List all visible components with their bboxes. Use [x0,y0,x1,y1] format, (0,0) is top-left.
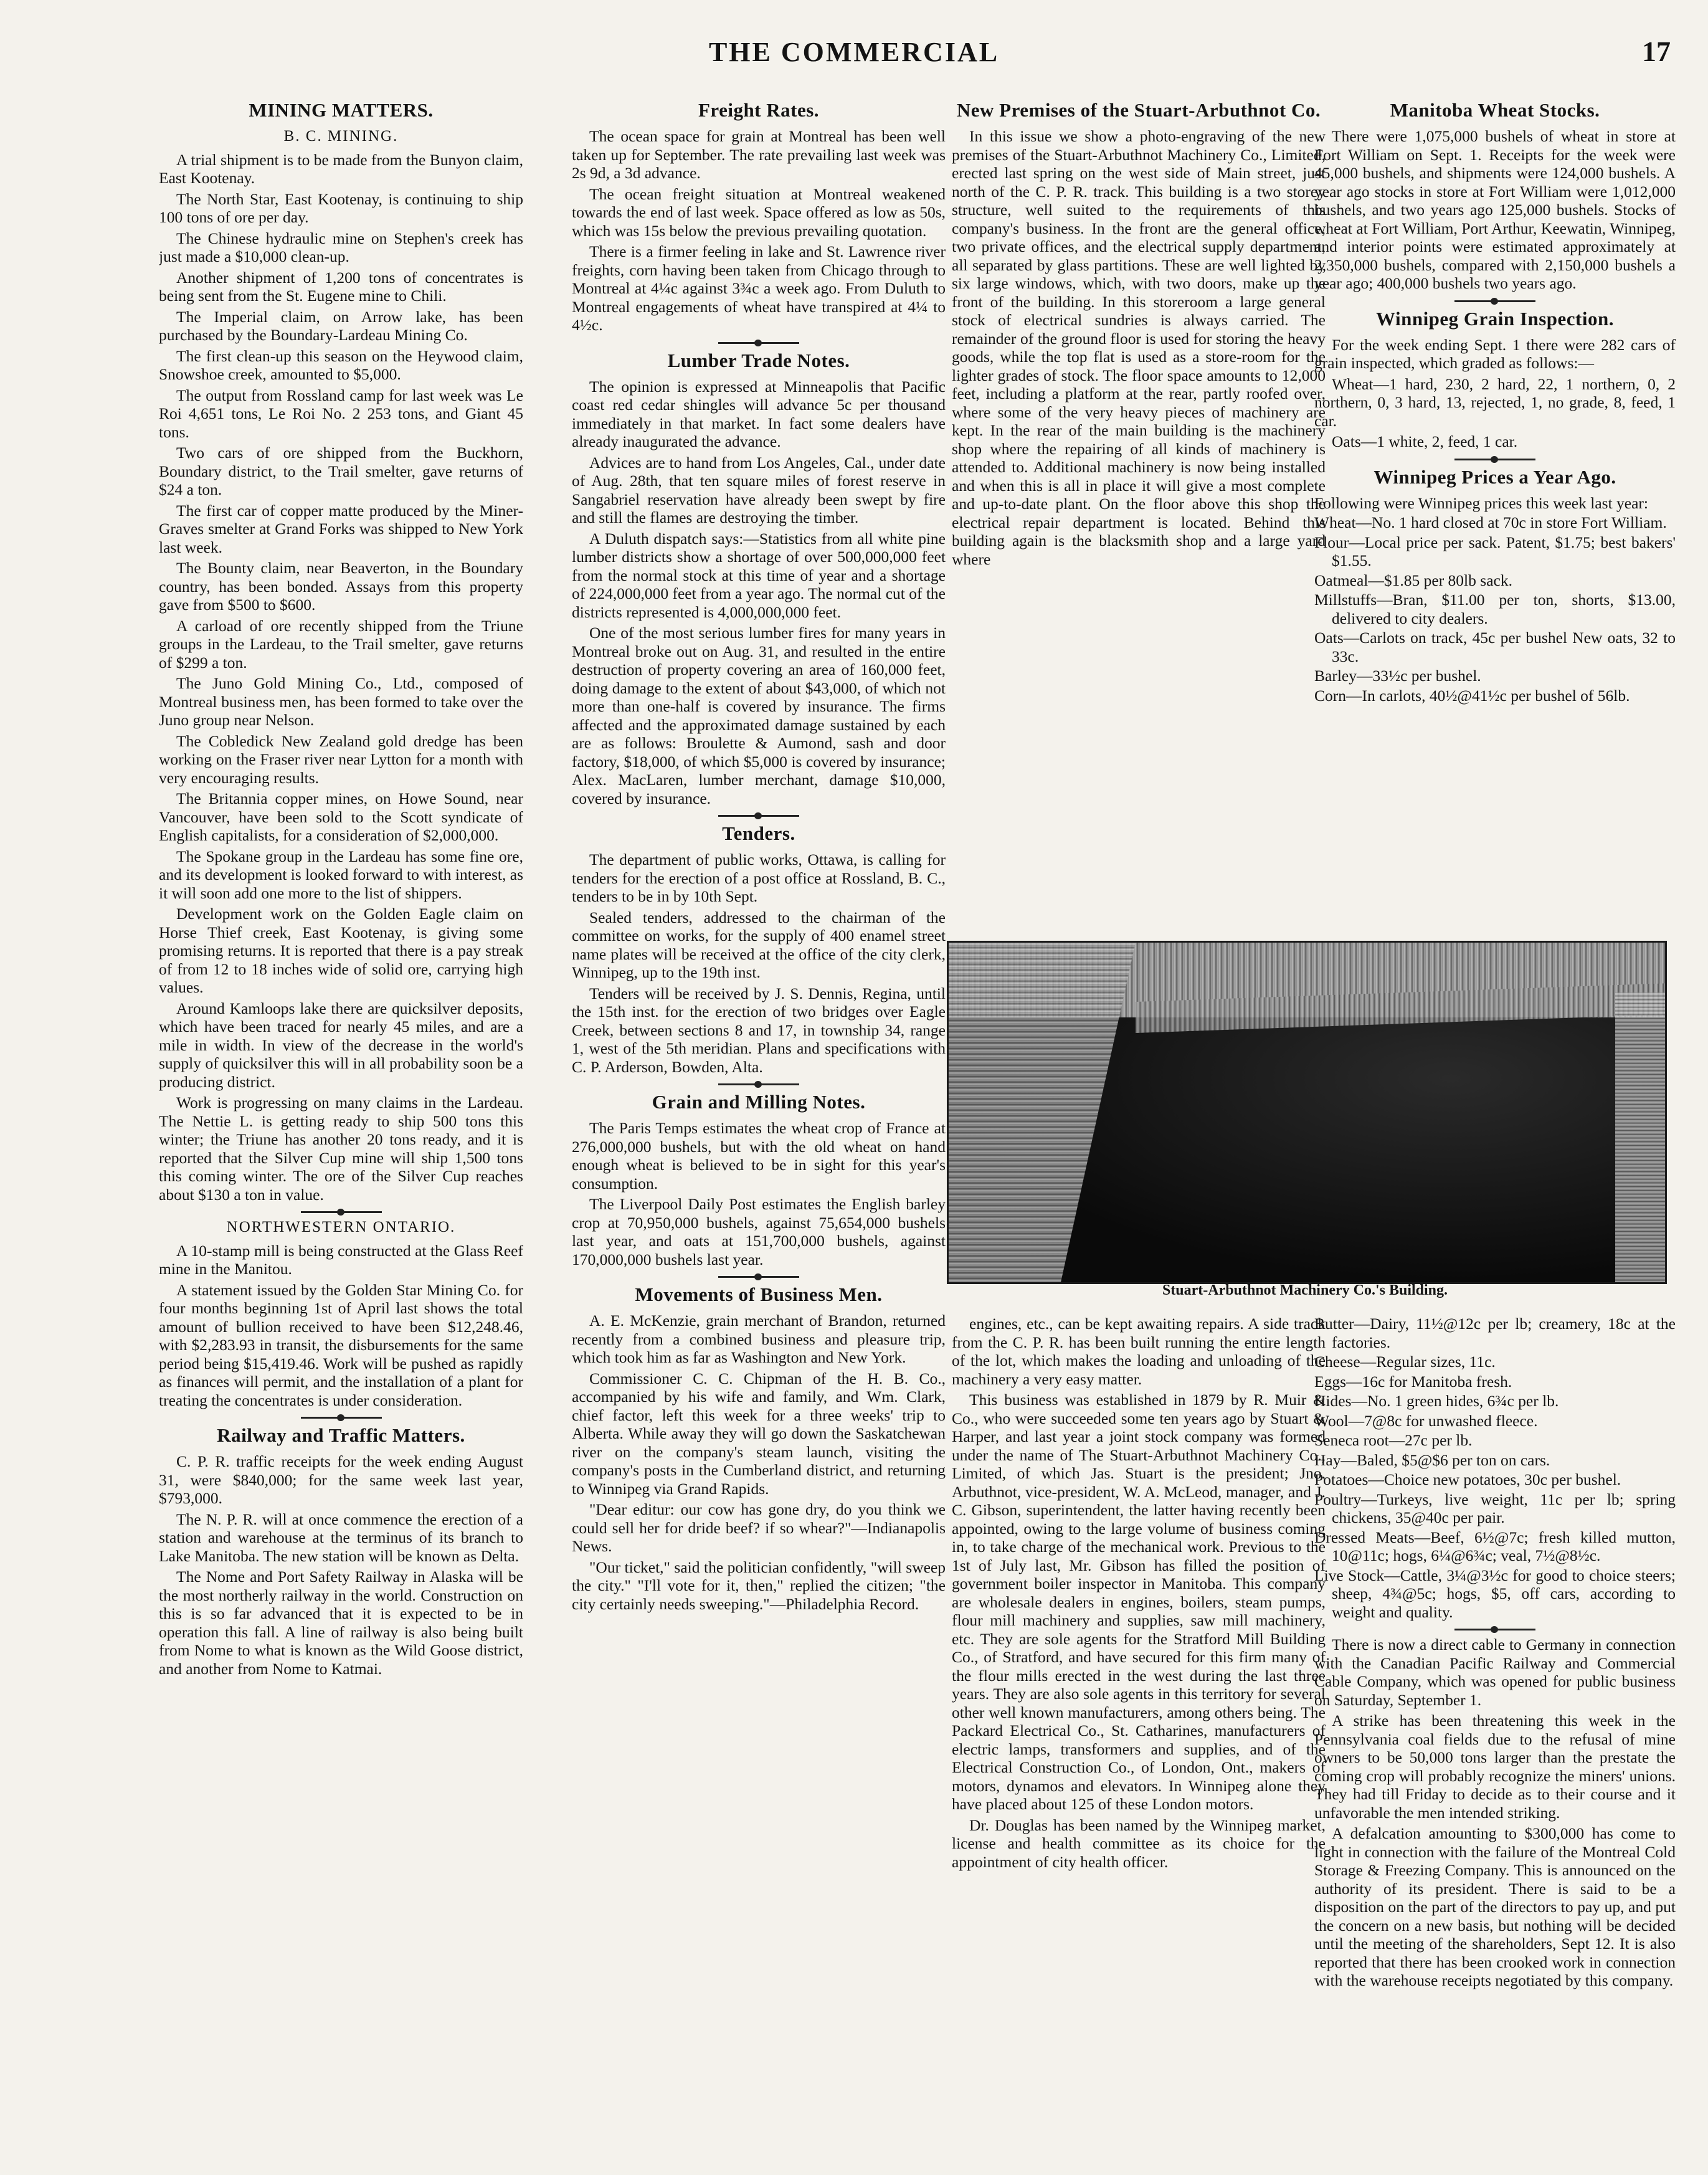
paragraph: The ocean space for grain at Montreal has been well taken up for September. The rate prevailing last week was 2s 9d, a 3d advance. [572,127,946,182]
paragraph: A. E. McKenzie, grain merchant of Brandon, returned recently from a combined business and pleasure trip, which took him as far as Washington and New York. [572,1311,946,1366]
paragraph: Following were Winnipeg prices this week last year: [1314,493,1648,512]
paragraph: The Liverpool Daily Post estimates the English barley crop at 70,950,000 bushels, against 75,654,000 bushels last year, and oats at 151,700,000 bushels, against 170,000,000 bushels last year. [572,1195,946,1268]
paragraph: Hay—Baled, $5@$6 per ton on cars. [1314,1450,1550,1469]
photo-edge [1615,992,1665,1284]
paragraph: A trial shipment is to be made from the Bunyon claim, East Kootenay. [159,150,523,187]
paragraph: The output from Rossland camp for last week was Le Roi 4,651 tons, Le Roi No. 2 253 tons, and Giant 45 tons. [159,386,523,441]
section-title-mining: MINING MATTERS. [249,99,434,121]
column-1 [159,93,523,2137]
column-2 [572,93,946,2137]
paragraph: The ocean freight situation at Montreal weakened towards the end of last week. Space offered as low as 50s, which was 15s below the previous prevailing quotation. [572,184,946,240]
paragraph: The Juno Gold Mining Co., Ltd., composed of Montreal business men, has been formed to take over the Juno group near Nelson. [159,674,523,729]
masthead: THE COMMERCIAL [708,37,1000,67]
paragraph: A carload of ore recently shipped from the Triune groups in the Lardeau, to the Trail smelter, gave returns of $299 a ton. [159,616,523,672]
paragraph: Potatoes—Choice new potatoes, 30c per bushel. [1314,1470,1621,1488]
paragraph: The Nome and Port Safety Railway in Alaska will be the most northerly railway in the world. Construction on this is so far advanced that it is expected to be in operation this fall. A line of railway is also being built from Nome to what is known as the Wild Goose district, and another from Nome to Katmai. [159,1568,523,1678]
section-divider [1454,1629,1535,1630]
paragraph: The opinion is expressed at Minneapolis that Pacific coast red cedar shingles will advance 5c per thousand immediately in that market. In fact some dealers have already inaugurated the advance. [572,377,946,450]
paragraph: Commissioner C. C. Chipman of the H. B. Co., accompanied by his wife and family, and Wm. Clark, chief factor, left this week for a three weeks' trip to Alberta. While away they will go down the Saskatchewan river on the company's steam launch, visiting the company's posts in the Cumberland district, and returning to Winnipeg via Grand Rapids. [572,1369,946,1498]
subhead-nw-ontario: NORTHWESTERN ONTARIO. [226,1219,456,1235]
paragraph: In this issue we show a photo-engraving of the new premises of the Stuart-Arbuthnot Machinery Co., Limited, erected last spring on the west side of Main street, just north of the C. P. R. track. This building is a two storey structure, well suited to the requirements of this company's business. In the front are the general office, two private offices, and the electrical supply department, all separated by glass partitions. These are well lighted by six large windows, which, with two doors, make up the front of the building. In this storeroom a large general stock of electrical sundries is always carried. The remainder of the ground floor is used for storing the heavy goods, while the top flat is used as a store-room for the lighter grades of stock. The floor space amounts to 12,000 feet, including a platform at the rear, partly roofed over, where some of the very heavy pieces of machinery are kept. In the rear of the main building is the machinery shop where the repairing of all kinds of machinery is attended to. Additional machinery is now being installed and when this is all in place it will give a most complete and up-to-date plant. On the floor above this shop the electrical repair department is located. Behind this building again is the blacksmith shop and a large yard where [952,127,1326,568]
paragraph: For the week ending Sept. 1 there were 282 cars of grain inspected, which graded as follows:— [1314,335,1676,372]
paragraph: Another shipment of 1,200 tons of concentrates is being sent from the St. Eugene mine to Chili. [159,268,523,305]
paragraph: A statement issued by the Golden Star Mining Co. for four months beginning 1st of April last shows the total amount of bullion received to have been $12,248.46, with $2,283.93 in transit, the disbursements for the same period being $15,419.46. Work will be pushed as rapidly as finances will permit, and the installation of a plant for treating the concentrates is under consideration. [159,1280,523,1409]
paragraph: The Bounty claim, near Beaverton, in the Boundary country, has been bonded. Assays from this property gave from $500 to $600. [159,559,523,614]
paragraph: Barley—33½c per bushel. [1314,667,1481,685]
page-header [0,25,1708,81]
paragraph: Flour—Local price per sack. Patent, $1.75; best bakers' $1.55. [1314,533,1676,569]
section-title-tenders: Tenders. [722,822,795,844]
section-divider [1454,300,1535,302]
section-divider [1454,459,1535,460]
paragraph: Poultry—Turkeys, live weight, 11c per lb; spring chickens, 35@40c per pair. [1314,1490,1676,1526]
paragraph: "Dear editur: our cow has gone dry, do you think we could sell her for dride beef? if so whear?"—Indianapolis News. [572,1500,946,1555]
market-prices [1314,1315,1676,1621]
section-title-premises: New Premises of the Stuart-Arbuthnot Co. [956,99,1321,121]
news-paragraphs [1314,1635,1676,1990]
column-3-bottom [952,1315,1326,2149]
paragraph: The department of public works, Ottawa, is calling for tenders for the erection of a post office at Rossland, B. C., tenders to be in by 10th Sept. [572,850,946,905]
movements-paragraphs [572,1311,946,1613]
paragraph: Corn—In carlots, 40½@41½c per bushel of 56lb. [1314,686,1630,705]
grain-paragraphs [572,1119,946,1268]
paragraph: A strike has been threatening this week in the Pennsylvania coal fields due to the refusal of mine owners to be 50,000 tons larger than the prestate the coming crop will probably recognize the miners' unions. They had till Friday to decide as to their course and it unfavorable the men intended striking. [1314,1711,1676,1822]
paragraph: "Our ticket," said the politician confidently, "will sweep the city." "I'll vote for it, then," replied the citizen; "the city certainly needs sweeping."—Philadelphia Record. [572,1558,946,1613]
section-title-movements: Movements of Business Men. [635,1283,883,1305]
paragraph: This business was established in 1879 by R. Muir & Co., who were succeeded some ten years ago by Stuart & Harper, and last year a joint stock company was formed under the name of The Stuart-Arbuthnot Machinery Co., Limited, of which Jas. Stuart is the president; Jno. Arbuthnot, vice-president, W. A. McLeod, manager, and J. C. Gibson, superintendent, the latter having recently been appointed, owing to the large volume of business coming in, to take charge of the mechanical work. Previous to the 1st of July last, Mr. Gibson has filled the position of government boiler inspector in Manitoba. This company are wholesale dealers in engines, boilers, steam pumps, flour mill machinery and supplies, saw mill machinery, etc. They are sole agents for the Stratford Mill Building Co., of Stratford, and have secured for this firm many of the flour mills erected in the west during the last three years. They are also sole agents in this territory for several other well known manufacturers, among others being. The Packard Electrical Co., St. Catharines, manufacturers of electric lamps, transformers and supplies, and of the Electrical Construction Co., of London, Ont., makers of motors, dynamos and elevators. In Winnipeg alone they have placed about 125 of these London motors. [952,1391,1326,1813]
column-4-bottom [1314,1315,1676,2149]
railway-paragraphs [159,1452,523,1678]
mining-paragraphs [159,151,523,1204]
paragraph: The Britannia copper mines, on Howe Sound, near Vancouver, have been sold to the Scott syndicate of English capitalists, for a consideration of $2,000,000. [159,789,523,844]
section-divider [301,1417,382,1419]
paragraph: A defalcation amounting to $300,000 has come to light in connection with the failure of the Montreal Cold Storage & Freezing Company. This is announced on the authority of its president. There is said to be a disposition on the part of the directors to pay up, and put the concern on a new basis, but nothing will be decided until the meeting of the shareholders, Sept 12. It is also reported that there has been crooked work in connection with the warehouse receipts negotiated by this company. [1314,1824,1676,1989]
lumber-paragraphs [572,378,946,808]
paragraph: Work is progressing on many claims in the Lardeau. The Nettie L. is getting ready to ship 500 tons this winter; the Triune has another 20 tons ready, and it is reported that the Silver Cup mine will ship 1,500 tons this coming winter. The ore of the Silver Cup reaches about $130 a ton in value. [159,1093,523,1204]
ontario-paragraphs [159,1242,523,1410]
paragraph: The first car of copper matte produced by the Miner-Graves smelter at Grand Forks was shipped to New York last week. [159,501,523,556]
paragraph: Millstuffs—Bran, $11.00 per ton, shorts, $13.00, delivered to city dealers. [1314,591,1676,627]
section-divider [301,1211,382,1213]
paragraph: There were 1,075,000 bushels of wheat in store at Fort William on Sept. 1. Receipts for the week were 45,000 bushels, and shipments were 124,000 bushels. A year ago stocks in store at Fort William were 1,012,000 bushels, and two years ago 125,000 bushels. Stocks of wheat at Fort William, Port Arthur, Keewatin, Winnipeg, and interior points were estimated approximately at 2,350,000 bushels, compared with 2,150,000 bushels a year ago; 400,000 bushels two years ago. [1314,127,1676,292]
paragraph: A 10-stamp mill is being constructed at the Glass Reef mine in the Manitou. [159,1241,523,1278]
section-divider [718,1083,799,1085]
column-3-top [952,93,1326,947]
wheat-stocks-paragraphs [1314,127,1676,293]
paragraph: One of the most serious lumber fires for many years in Montreal broke out on Aug. 31, and resulted in the entire destruction of property covering an area of 160,000 feet, doing damage to the extent of about $43,000, of which not more than one-half is covered by insurance. The firms affected and the approximated damage sustained by each are as follows: Broulette & Aumond, sash and door factory, $18,000, of which $5,000 is covered by insurance; Alex. MacLaren, lumber merchant, damage $10,000, covered by insurance. [572,624,946,807]
section-title-lumber: Lumber Trade Notes. [667,349,850,371]
tenders-paragraphs [572,850,946,1076]
section-divider [718,1276,799,1278]
subhead-bc-mining: B. C. MINING. [283,128,399,145]
paragraph: The first clean-up this season on the Heywood claim, Snowshoe creek, amounted to $5,000. [159,346,523,383]
paragraph: Oats—1 white, 2, feed, 1 car. [1332,432,1518,450]
section-title-grain: Grain and Milling Notes. [652,1091,866,1113]
paragraph: The Spokane group in the Lardeau has some fine ore, and its development is looked forward to with interest, as it will soon add one more to the list of shippers. [159,847,523,902]
column-4-top [1314,93,1676,947]
page-number: 17 [1642,36,1671,67]
paragraph: Dressed Meats—Beef, 6½@7c; fresh killed mutton, 10@11c; hogs, 6¼@6¾c; veal, 7½@8½c. [1314,1528,1676,1564]
paragraph: The Paris Temps estimates the wheat crop of France at 276,000,000 bushels, but with the old wheat on hand enough wheat is believed to be in sight for this year's consumption. [572,1119,946,1192]
section-divider [718,342,799,344]
paragraph: engines, etc., can be kept awaiting repairs. A side track from the C. P. R. has been built running the entire length of the lot, which makes the loading and unloading of the machinery a very easy matter. [952,1315,1326,1388]
paragraph: The Cobledick New Zealand gold dredge has been working on the Fraser river near Lytton for a month with very encouraging results. [159,731,523,787]
section-title-freight: Freight Rates. [698,99,820,121]
section-title-wheat-stocks: Manitoba Wheat Stocks. [1390,99,1600,121]
paragraph: The N. P. R. will at once commence the erection of a station and warehouse at the terminus of its branch to Lake Manitoba. The new station will be known as Delta. [159,1510,523,1565]
section-title-grain-inspection: Winnipeg Grain Inspection. [1376,307,1614,330]
paragraph: The North Star, East Kootenay, is continuing to ship 100 tons of ore per day. [159,189,523,226]
paragraph: Development work on the Golden Eagle claim on Horse Thief creek, East Kootenay, is giving some promising returns. It is reported that there is a pay streak of from 12 to 18 inches wide of solid ore, carrying high values. [159,905,523,996]
paragraph: Dr. Douglas has been named by the Winnipeg market, license and health committee as its choice for the appointment of city health officer. [952,1816,1326,1871]
section-title-railway: Railway and Traffic Matters. [217,1424,465,1446]
paragraph: Hides—No. 1 green hides, 6¾c per lb. [1314,1392,1559,1410]
paragraph: Wool—7@8c for unwashed fleece. [1314,1411,1538,1430]
inspection-paragraphs [1314,336,1676,451]
photo-caption: Stuart-Arbuthnot Machinery Co.'s Building. [1162,1282,1448,1298]
paragraph: Sealed tenders, addressed to the chairman of the committee on works, for the supply of 400 enamel street name plates will be received at the office of the city clerk, Winnipeg, up to the 19th inst. [572,908,946,981]
paragraph: Oatmeal—$1.85 per 80lb sack. [1314,571,1512,589]
paragraph: Butter—Dairy, 11½@12c per lb; creamery, 18c at the factories. [1314,1315,1676,1351]
prices-paragraphs [1314,494,1676,705]
paragraph: There is now a direct cable to Germany in connection with the Canadian Pacific Railway and Commercial Cable Company, which was opened for public business on Saturday, September 1. [1314,1635,1676,1709]
premises-paragraphs [952,127,1326,568]
premises-continued-paragraphs [952,1315,1326,1871]
paragraph: Live Stock—Cattle, 3¼@3½c for good to choice steers; sheep, 4¾@5c; hogs, $5, off cars, according to weight and quality. [1314,1566,1676,1621]
paragraph: Wheat—No. 1 hard closed at 70c in store Fort William. [1314,513,1667,531]
paragraph: There is a firmer feeling in lake and St. Lawrence river freights, corn having been taken from Chicago through to Montreal at 4¼c against 3¾c a week ago. From Duluth to Montreal engagements of wheat have transpired at 4¼ to 4½c. [572,242,946,334]
paragraph: Oats—Carlots on track, 45c per bushel New oats, 32 to 33c. [1314,629,1676,665]
building-photo [947,941,1667,1284]
paragraph: Tenders will be received by J. S. Dennis, Regina, until the 15th inst. for the erection of two bridges over Eagle Creek, between sections 8 and 17, in township 34, range 1, west of the 5th meridian. Plans and specifications with C. P. Arderson, Bowden, Alta. [572,984,946,1076]
paragraph: The Chinese hydraulic mine on Stephen's creek has just made a $10,000 clean-up. [159,229,523,265]
paragraph: A Duluth dispatch says:—Statistics from all white pine lumber districts show a shortage of over 500,000,000 feet from the normal stock at this time of year and a shortage of 224,000,000 feet from a year ago. The normal cut of the districts represented is 4,000,000,000 feet. [572,529,946,621]
paragraph: Seneca root—27c per lb. [1314,1431,1473,1449]
paragraph: Advices are to hand from Los Angeles, Cal., under date of Aug. 28th, that ten square miles of forest reserve in Sangabriel reservation have already been swept by fire and still the flames are destroying the timber. [572,453,946,526]
paragraph: C. P. R. traffic receipts for the week ending August 31, were $840,000; for the same week last year, $793,000. [159,1452,523,1507]
section-title-prices-year-ago: Winnipeg Prices a Year Ago. [1374,465,1616,488]
paragraph: Cheese—Regular sizes, 11c. [1314,1353,1496,1371]
paragraph: The Imperial claim, on Arrow lake, has been purchased by the Boundary-Lardeau Mining Co. [159,307,523,344]
paragraph: Eggs—16c for Manitoba fresh. [1314,1372,1512,1391]
section-divider [718,815,799,817]
paragraph: Wheat—1 hard, 230, 2 hard, 22, 1 northern, 0, 2 northern, 0, 3 hard, 13, rejected, 1, no grade, 8, feed, 1 car. [1314,374,1676,430]
freight-paragraphs [572,127,946,335]
paragraph: Two cars of ore shipped from the Buckhorn, Boundary district, to the Trail smelter, gave returns of $24 a ton. [159,444,523,498]
paragraph: Around Kamloops lake there are quicksilver deposits, which have been traced for nearly 45 miles, and are a mile in width. In view of the decrease in the world's supply of quicksilver this will in all probability soon be a producing district. [159,999,523,1091]
photo-wall [949,943,1136,1282]
